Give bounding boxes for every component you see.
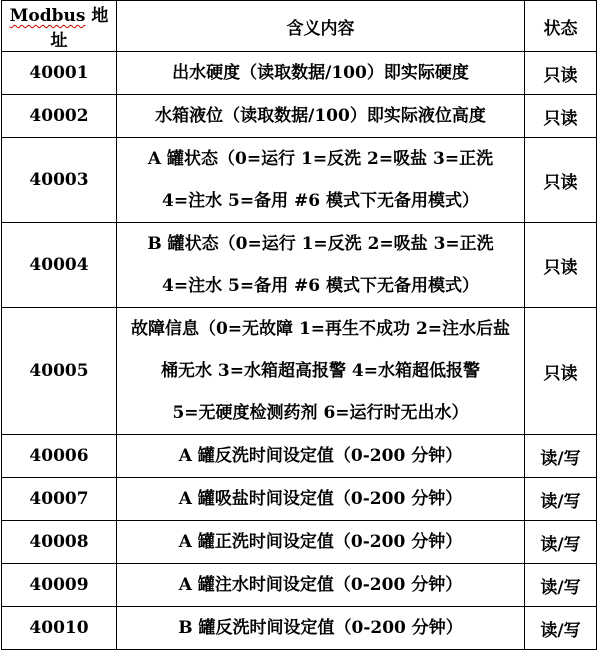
cell-meaning [117,435,525,478]
cell-address: 40009 [2,564,117,607]
cell-address: 40002 [2,95,117,138]
modbus-register-table [1,0,597,650]
cell-status: 读/写 [525,521,597,564]
cell-status: 只读 [525,308,597,435]
cell-address: 40008 [2,521,117,564]
table-row [2,52,597,95]
cell-address: 40004 [2,223,117,308]
cell-status: 只读 [525,138,597,223]
cell-meaning-line: B 罐状态（0=运行 1=反洗 2=吸盐 3=正洗 [147,234,494,254]
cell-meaning [117,138,525,223]
table-row [2,138,597,223]
cell-address: 40003 [2,138,117,223]
cell-meaning-line: 5=无硬度检测药剂 6=运行时无出水） [172,403,469,423]
table-row [2,435,597,478]
cell-meaning-line: B 罐反洗时间设定值（0-200 分钟） [178,618,463,638]
table-row [2,521,597,564]
cell-meaning-line: A 罐状态（0=运行 1=反洗 2=吸盐 3=正洗 [147,149,494,169]
cell-status: 读/写 [525,435,597,478]
cell-meaning [117,308,525,435]
cell-meaning-line: A 罐反洗时间设定值（0-200 分钟） [178,446,463,466]
cell-status: 读/写 [525,478,597,521]
cell-meaning-line: A 罐注水时间设定值（0-200 分钟） [178,575,463,595]
cell-meaning [117,95,525,138]
header-meaning: 含义内容 [117,1,525,52]
header-address [2,1,117,52]
table-row [2,223,597,308]
cell-status: 读/写 [525,564,597,607]
cell-meaning-line: A 罐吸盐时间设定值（0-200 分钟） [178,489,463,509]
cell-address: 40010 [2,607,117,650]
cell-meaning-line: 出水硬度（读取数据/100）即实际硬度 [172,63,469,83]
cell-meaning-line: 桶无水 3=水箱超高报警 4=水箱超低报警 [161,361,480,381]
header-status: 状态 [525,1,597,52]
cell-meaning-line: 水箱液位（读取数据/100）即实际液位高度 [155,106,486,126]
cell-meaning-line: 4=注水 5=备用 #6 模式下无备用模式） [162,276,479,296]
header-address-suffix: 地址 [50,6,109,51]
table-row [2,564,597,607]
cell-meaning [117,478,525,521]
cell-meaning-line: A 罐正洗时间设定值（0-200 分钟） [178,532,463,552]
cell-address: 40001 [2,52,117,95]
cell-meaning [117,607,525,650]
cell-meaning-line: 故障信息（0=无故障 1=再生不成功 2=注水后盐 [130,319,511,339]
header-address-prefix: Modbus [9,6,86,26]
cell-address: 40006 [2,435,117,478]
cell-meaning [117,564,525,607]
cell-status: 只读 [525,52,597,95]
cell-address: 40005 [2,308,117,435]
cell-meaning [117,52,525,95]
cell-address: 40007 [2,478,117,521]
table-header-row [2,1,597,52]
cell-status: 只读 [525,95,597,138]
cell-status: 读/写 [525,607,597,650]
table-row [2,95,597,138]
cell-meaning-line: 4=注水 5=备用 #6 模式下无备用模式） [162,191,479,211]
cell-meaning [117,223,525,308]
cell-meaning [117,521,525,564]
table-row [2,478,597,521]
table-row [2,308,597,435]
table-row [2,607,597,650]
cell-status: 只读 [525,223,597,308]
